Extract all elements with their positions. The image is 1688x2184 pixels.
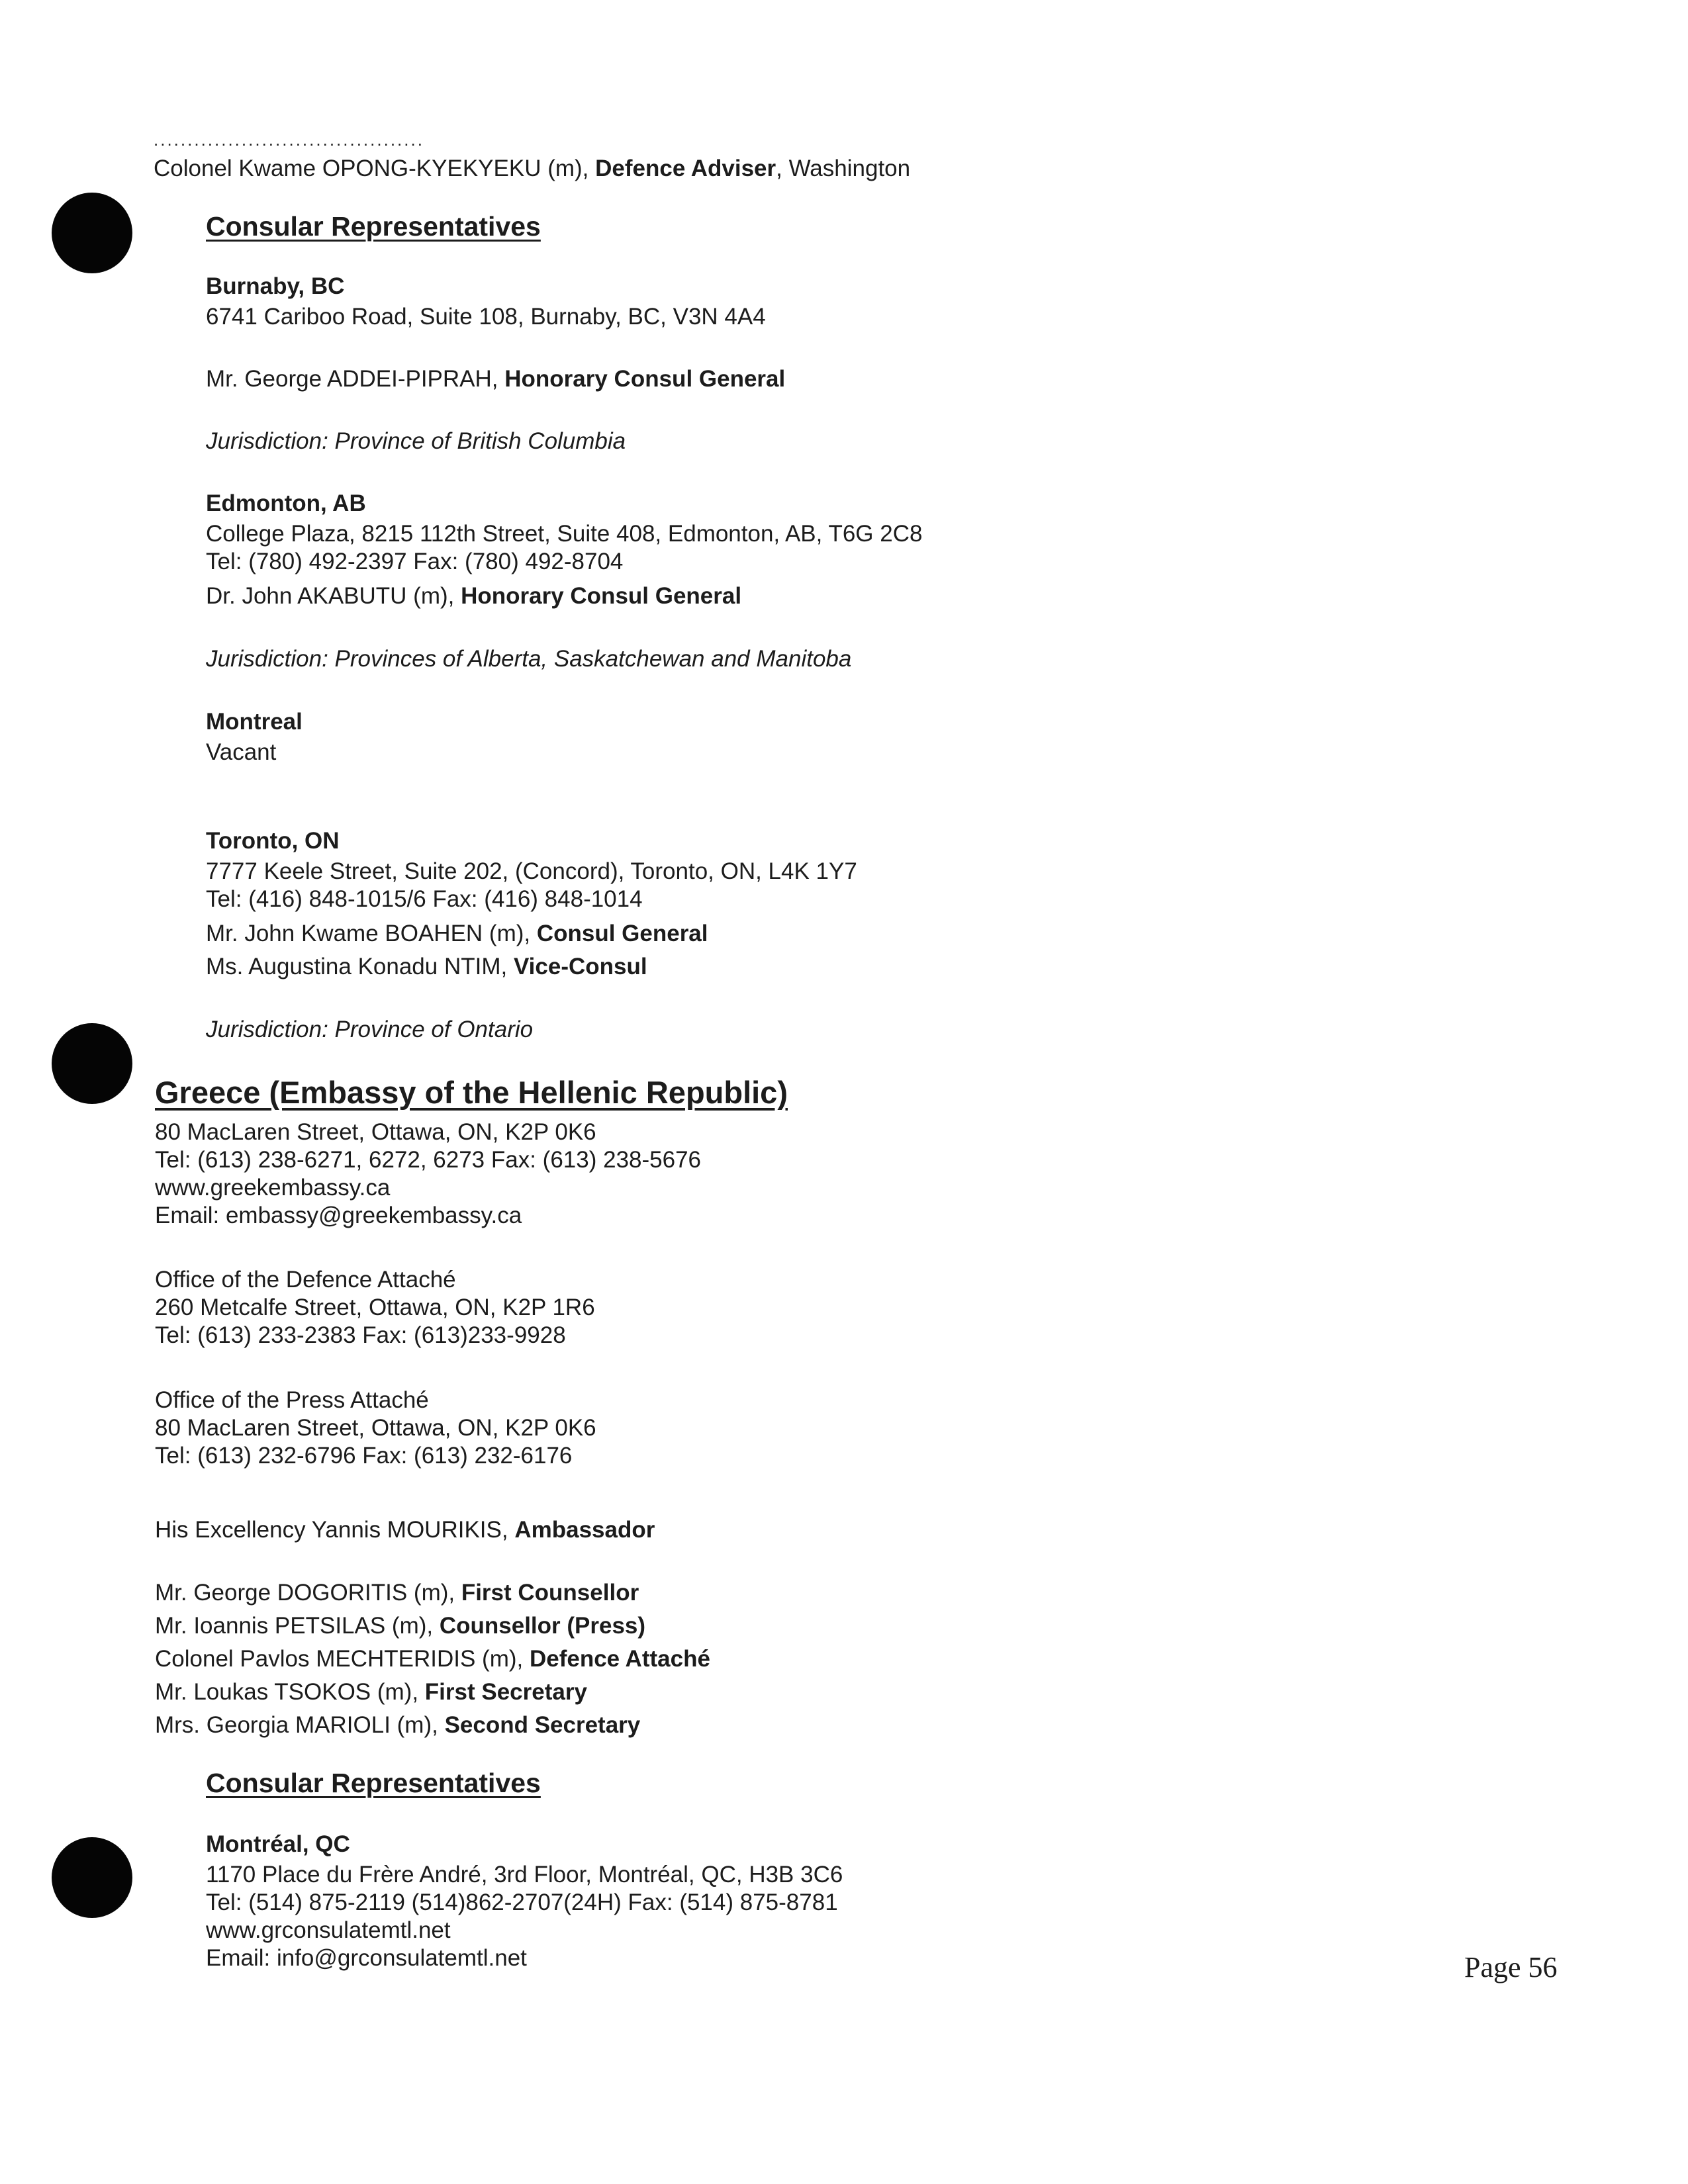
page-number: Page 56 xyxy=(1464,1951,1558,1983)
greece-consular-heading: Consular Representatives xyxy=(206,1768,541,1798)
toronto-tel: Tel: (416) 848-1015/6 Fax: (416) 848-1014 xyxy=(206,886,643,912)
greece-heading: Greece (Embassy of the Hellenic Republic) xyxy=(155,1075,788,1110)
entry-person: Mr. George ADDEI-PIPRAH, xyxy=(206,366,505,392)
montreal-qc-tel: Tel: (514) 875-2119 (514)862-2707(24H) Fax: (514) 875-8781 xyxy=(206,1889,838,1915)
press-office-name: Office of the Press Attaché xyxy=(155,1387,429,1413)
punch-hole-middle xyxy=(52,1023,132,1104)
burnaby-jurisdiction: Jurisdiction: Province of British Columbia xyxy=(206,428,626,454)
entry-title: Honorary Consul General xyxy=(504,366,786,392)
toronto-address: 7777 Keele Street, Suite 202, (Concord), Toronto, ON, L4K 1Y7 xyxy=(206,858,857,884)
ambassador-entry xyxy=(155,1516,655,1544)
press-office-tel: Tel: (613) 232-6796 Fax: (613) 232-6176 xyxy=(155,1443,573,1469)
entry-title: Counsellor (Press) xyxy=(439,1613,646,1639)
punch-hole-bottom xyxy=(52,1837,132,1918)
greece-email: Email: embassy@greekembassy.ca xyxy=(155,1203,522,1228)
montreal-qc-website: www.grconsulatemtl.net xyxy=(206,1917,451,1943)
burnaby-city: Burnaby, BC xyxy=(206,273,345,299)
staff-entry xyxy=(155,1612,645,1640)
burnaby-consul xyxy=(206,365,785,393)
toronto-jurisdiction: Jurisdiction: Province of Ontario xyxy=(206,1017,534,1042)
entry-title: Ambassador xyxy=(514,1517,655,1543)
entry-title: First Secretary xyxy=(424,1679,587,1705)
entry-title: Consul General xyxy=(536,921,708,946)
entry-person: Mr. John Kwame BOAHEN (m), xyxy=(206,921,537,946)
montreal-city: Montreal xyxy=(206,709,303,735)
entry-title: Defence Adviser xyxy=(595,156,776,181)
entry-person: Colonel Pavlos MECHTERIDIS (m), xyxy=(155,1646,530,1672)
greece-address: 80 MacLaren Street, Ottawa, ON, K2P 0K6 xyxy=(155,1119,596,1145)
montreal-qc-city: Montréal, QC xyxy=(206,1831,350,1857)
dotted-separator: ........................................ xyxy=(154,130,424,150)
staff-entry xyxy=(155,1645,710,1673)
defence-office-address: 260 Metcalfe Street, Ottawa, ON, K2P 1R6 xyxy=(155,1295,595,1320)
entry-suffix: , Washington xyxy=(776,156,911,181)
edmonton-city: Edmonton, AB xyxy=(206,490,366,516)
entry-person: Mr. Loukas TSOKOS (m), xyxy=(155,1679,425,1705)
consular-representatives-heading: Consular Representatives xyxy=(206,211,541,242)
montreal-qc-address: 1170 Place du Frère André, 3rd Floor, Montréal, QC, H3B 3C6 xyxy=(206,1862,843,1888)
greece-tel: Tel: (613) 238-6271, 6272, 6273 Fax: (613) 238-5676 xyxy=(155,1147,702,1173)
staff-entry xyxy=(155,1579,639,1607)
entry-person: His Excellency Yannis MOURIKIS, xyxy=(155,1517,515,1543)
edmonton-jurisdiction: Jurisdiction: Provinces of Alberta, Saskatchewan and Manitoba xyxy=(206,646,852,672)
press-office-address: 80 MacLaren Street, Ottawa, ON, K2P 0K6 xyxy=(155,1415,596,1441)
montreal-status: Vacant xyxy=(206,739,277,765)
greece-website: www.greekembassy.ca xyxy=(155,1175,391,1201)
entry-title: Honorary Consul General xyxy=(461,583,742,609)
defence-adviser-entry xyxy=(154,155,910,183)
montreal-qc-email: Email: info@grconsulatemtl.net xyxy=(206,1945,527,1971)
toronto-city: Toronto, ON xyxy=(206,828,340,854)
punch-hole-top xyxy=(52,193,132,273)
entry-person: Colonel Kwame OPONG-KYEKYEKU (m), xyxy=(154,156,596,181)
staff-entry xyxy=(155,1678,587,1706)
defence-office-name: Office of the Defence Attaché xyxy=(155,1267,456,1293)
toronto-vice-consul xyxy=(206,953,647,981)
entry-person: Mr. Ioannis PETSILAS (m), xyxy=(155,1613,440,1639)
defence-office-tel: Tel: (613) 233-2383 Fax: (613)233-9928 xyxy=(155,1322,566,1348)
toronto-consul-general xyxy=(206,920,708,948)
burnaby-address: 6741 Cariboo Road, Suite 108, Burnaby, BC, V3N 4A4 xyxy=(206,304,766,330)
entry-title: First Counsellor xyxy=(461,1580,639,1606)
entry-title: Vice-Consul xyxy=(513,954,647,979)
entry-person: Dr. John AKABUTU (m), xyxy=(206,583,461,609)
entry-person: Mrs. Georgia MARIOLI (m), xyxy=(155,1712,445,1738)
entry-person: Mr. George DOGORITIS (m), xyxy=(155,1580,461,1606)
edmonton-address: College Plaza, 8215 112th Street, Suite 408, Edmonton, AB, T6G 2C8 xyxy=(206,521,923,547)
staff-entry xyxy=(155,1711,640,1739)
edmonton-consul xyxy=(206,582,741,610)
entry-title: Second Secretary xyxy=(444,1712,641,1738)
edmonton-tel: Tel: (780) 492-2397 Fax: (780) 492-8704 xyxy=(206,549,624,574)
entry-person: Ms. Augustina Konadu NTIM, xyxy=(206,954,514,979)
entry-title: Defence Attaché xyxy=(529,1646,710,1672)
